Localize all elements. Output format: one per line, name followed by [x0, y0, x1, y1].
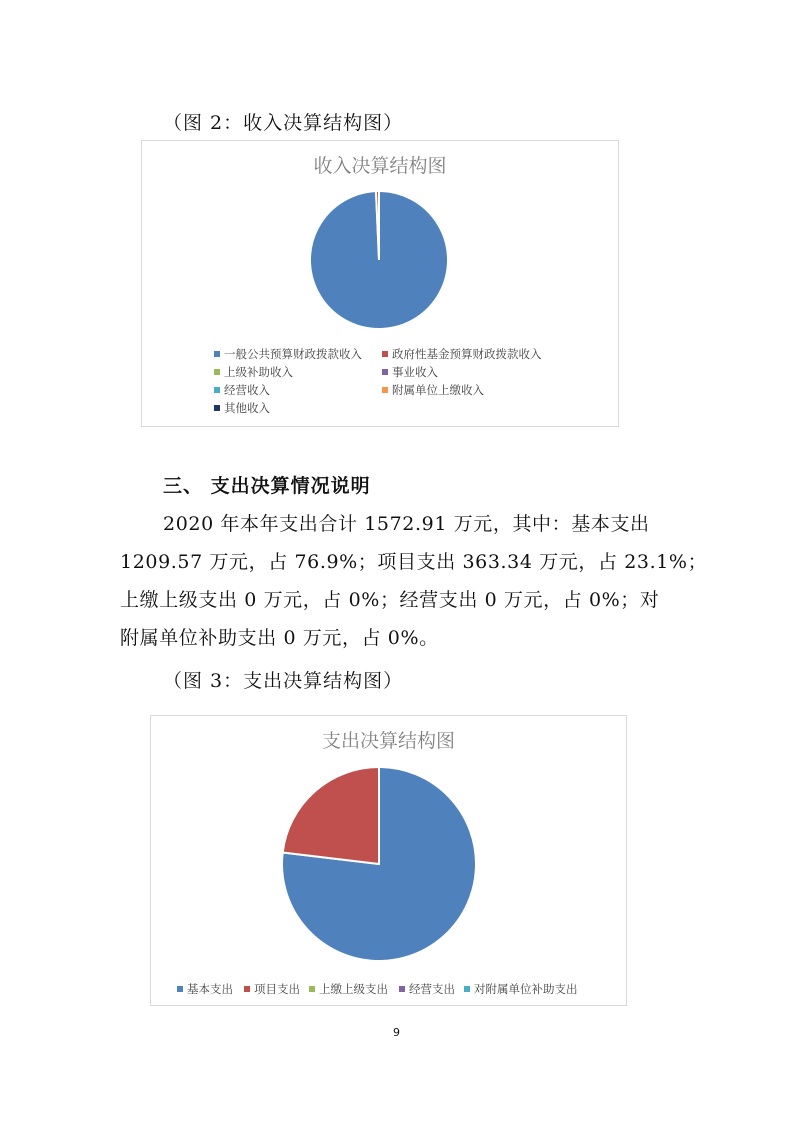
income-legend-item-0 [214, 346, 362, 362]
income-legend-label-3: 事业收入 [392, 365, 438, 379]
expense-legend-item-4 [464, 981, 578, 997]
expense-legend-label-3: 经营支出 [409, 982, 455, 996]
section3-heading: 三、 支出决算情况说明 [163, 475, 371, 497]
expense-paragraph-line-1: 2020 年本年支出合计 1572.91 万元，其中：基本支出 [163, 513, 650, 535]
income-legend-swatch-3 [382, 369, 388, 375]
figure2-caption: （图 2：收入决算结构图） [163, 112, 404, 134]
income-legend-label-6: 其他收入 [224, 401, 270, 415]
income-chart [141, 140, 619, 427]
income-legend-label-2: 上级补助收入 [224, 365, 293, 379]
expense-legend-item-3 [399, 981, 455, 997]
income-legend-item-4 [214, 382, 270, 398]
income-legend-label-1: 政府性基金预算财政拨款收入 [392, 347, 542, 361]
income-legend-swatch-4 [214, 387, 220, 393]
expense-legend-swatch-4 [464, 986, 470, 992]
expense-legend-item-2 [309, 981, 388, 997]
expense-chart-title: 支出决算结构图 [321, 730, 455, 752]
income-legend-item-3 [382, 364, 438, 380]
expense-legend-label-1: 项目支出 [254, 982, 300, 996]
income-legend-swatch-1 [382, 351, 388, 357]
expense-paragraph-line-4: 附属单位补助支出 0 万元，占 0%。 [120, 627, 439, 649]
expense-legend [151, 716, 626, 1005]
income-legend-swatch-5 [382, 387, 388, 393]
expense-paragraph-line-2: 1209.57 万元，占 76.9%；项目支出 363.34 万元，占 23.1%； [120, 551, 708, 573]
figure3-caption: （图 3：支出决算结构图） [163, 670, 404, 692]
income-legend-label-0: 一般公共预算财政拨款收入 [224, 347, 362, 361]
income-legend-item-1 [382, 346, 542, 362]
expense-legend-swatch-3 [399, 986, 405, 992]
income-legend-item-2 [214, 364, 293, 380]
income-legend-swatch-2 [214, 369, 220, 375]
income-legend-swatch-6 [214, 405, 220, 411]
income-legend-item-6 [214, 400, 270, 416]
expense-legend-label-4: 对附属单位补助支出 [474, 982, 578, 996]
page-number: 9 [393, 1026, 400, 1039]
expense-legend-swatch-2 [309, 986, 315, 992]
expense-legend-item-0 [177, 981, 233, 997]
income-legend-swatch-0 [214, 351, 220, 357]
income-legend-item-5 [382, 382, 484, 398]
expense-legend-label-0: 基本支出 [187, 982, 233, 996]
expense-chart [150, 715, 627, 1006]
expense-paragraph-line-3: 上缴上级支出 0 万元，占 0%；经营支出 0 万元，占 0%；对 [120, 589, 660, 611]
expense-legend-item-1 [244, 981, 300, 997]
income-legend-label-5: 附属单位上缴收入 [392, 383, 484, 397]
income-legend [142, 141, 618, 426]
expense-legend-swatch-0 [177, 986, 183, 992]
income-chart-title: 收入决算结构图 [313, 155, 447, 177]
expense-legend-swatch-1 [244, 986, 250, 992]
expense-legend-label-2: 上缴上级支出 [319, 982, 388, 996]
income-legend-label-4: 经营收入 [224, 383, 270, 397]
